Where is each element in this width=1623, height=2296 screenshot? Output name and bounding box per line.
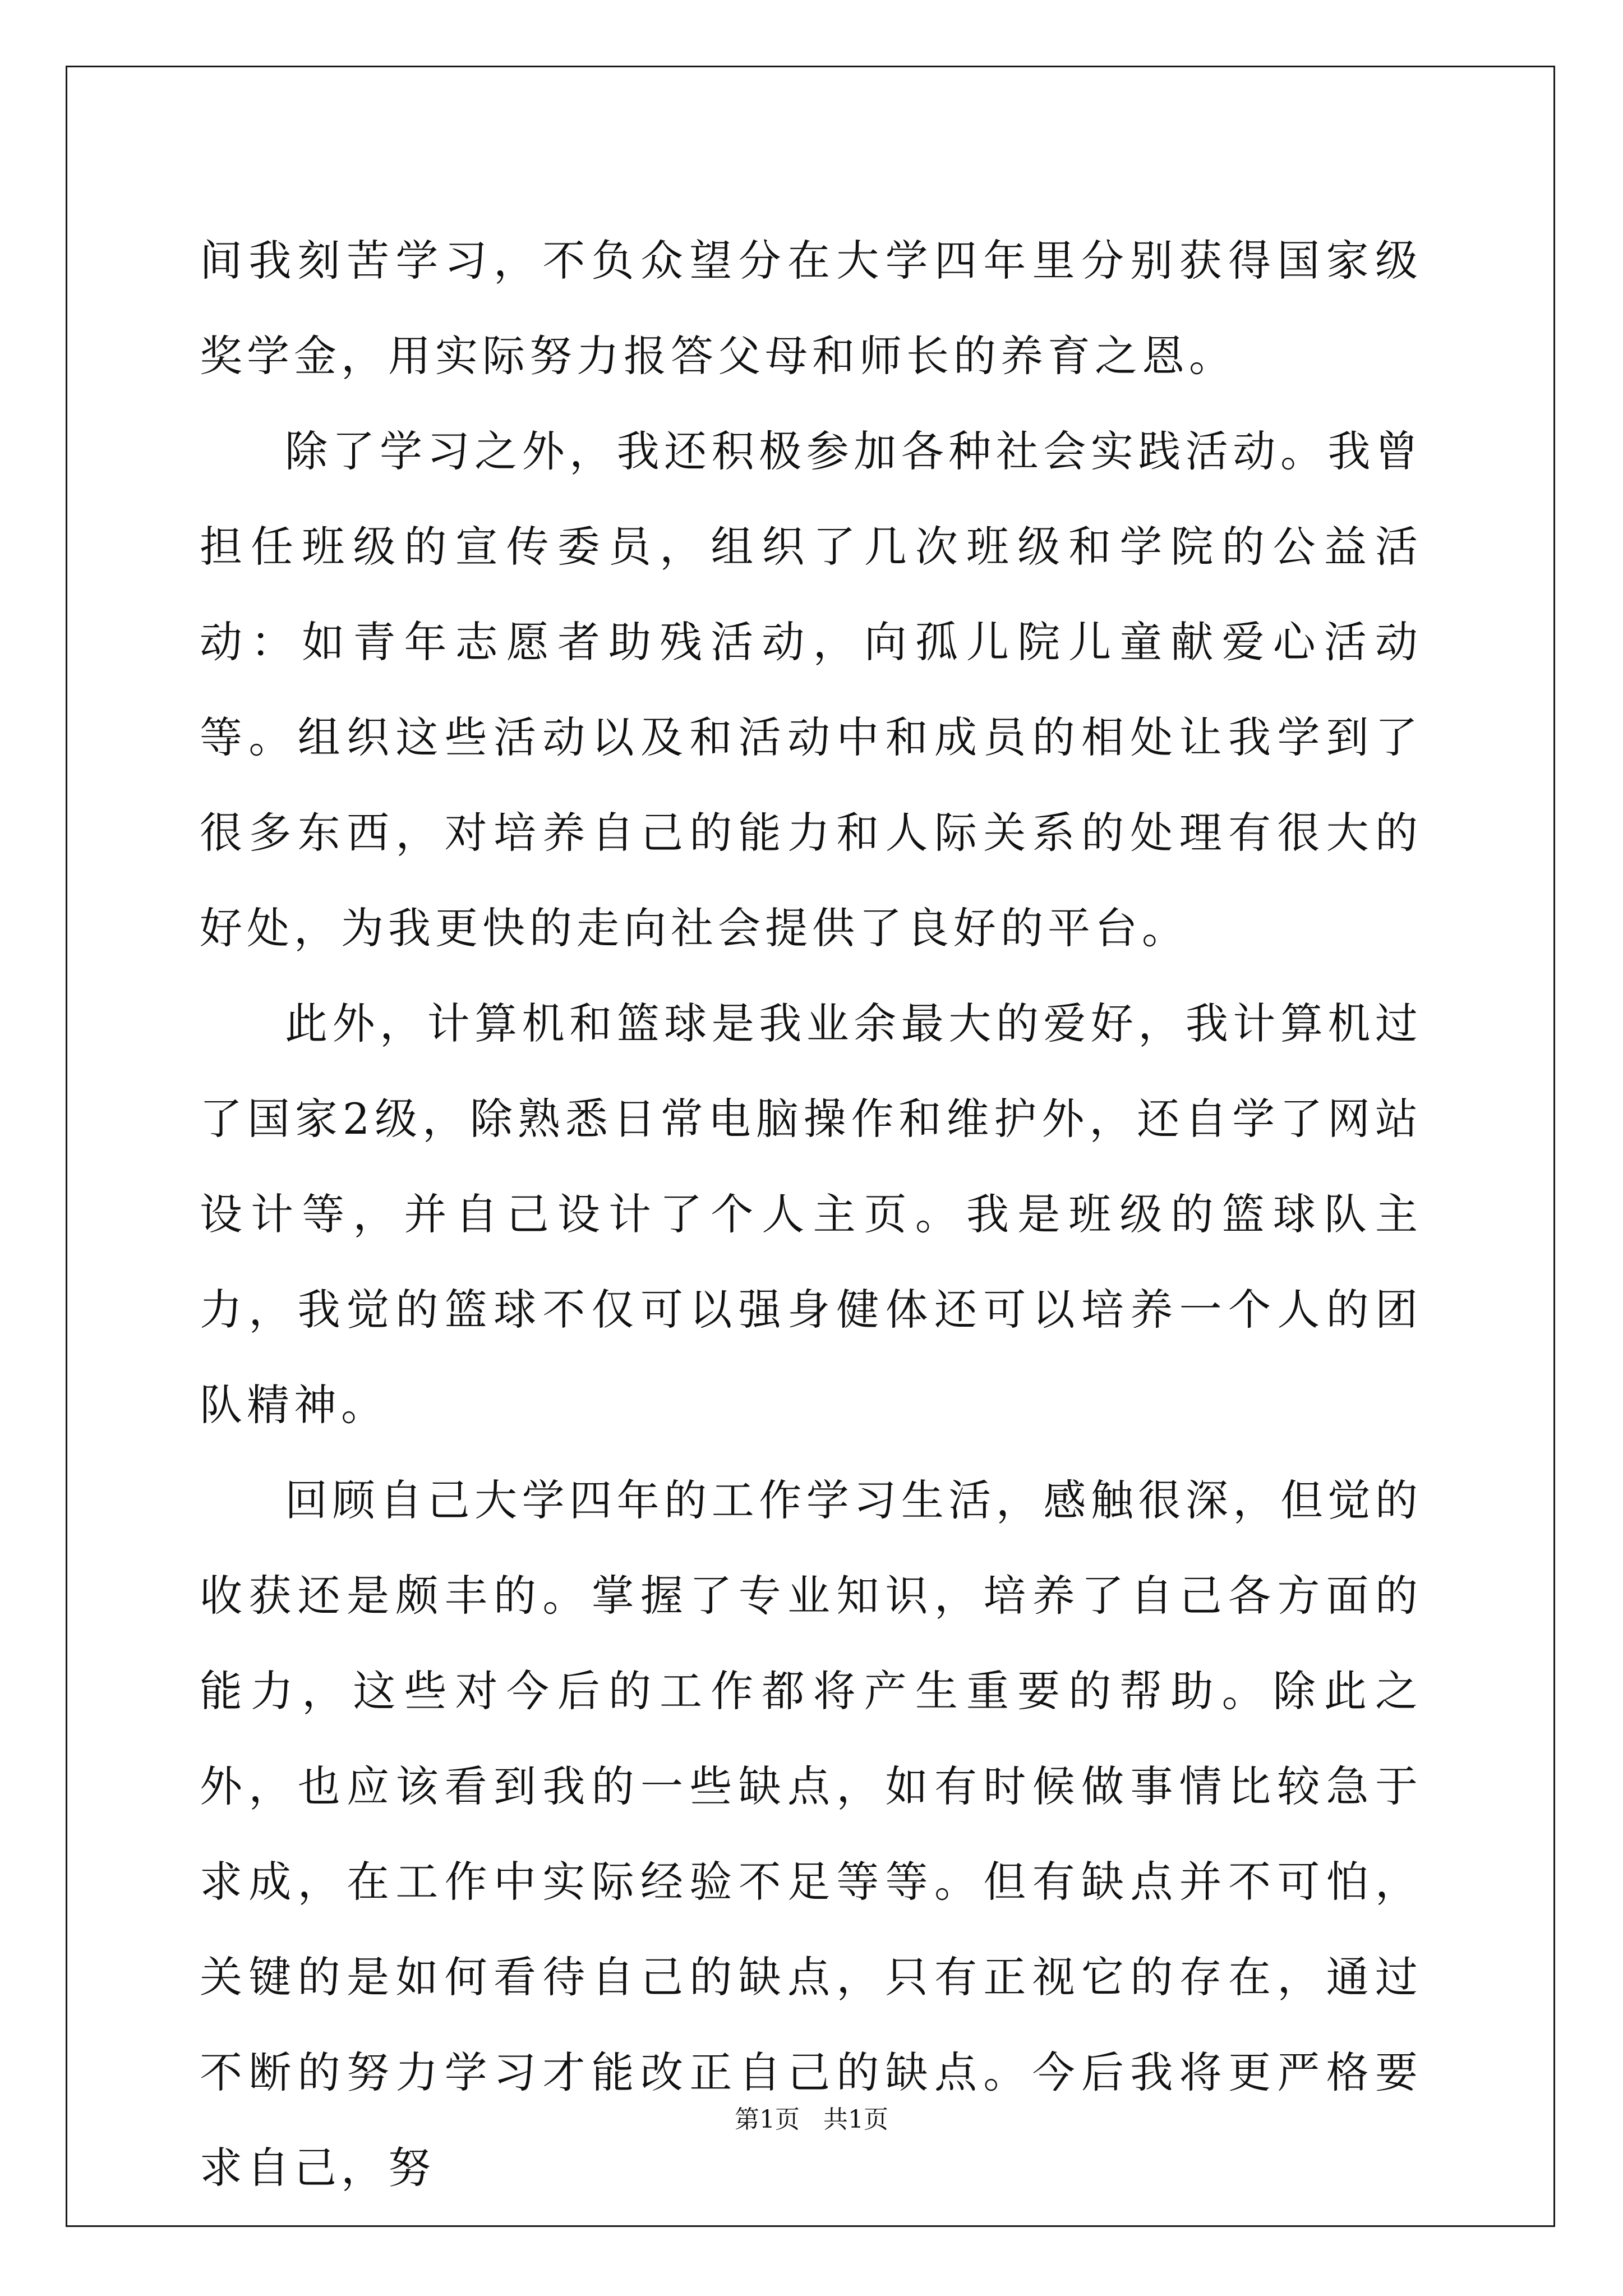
paragraph-1: 间我刻苦学习，不负众望分在大学四年里分别获得国家级奖学金，用实际努力报答父母和师长的养育之恩。 xyxy=(200,236,1422,381)
paragraph-4: 回顾自己大学四年的工作学习生活，感触很深，但觉的收获还是颇丰的。掌握了专业知识，培养了自己各方面的能力，这些对今后的工作都将产生重要的帮助。除此之外，也应该看到我的一些缺点，如有时候做事情比较急于求成，在工作中实际经验不足等等。但有缺点并不可怕，关键的是如何看待自己的缺点，只有正视它的存在，通过不断的努力学习才能改正自己的缺点。今后我将更严格要求自己，努 xyxy=(200,1475,1422,2193)
footer-spacer xyxy=(800,2105,823,2134)
paragraph-3: 此外，计算机和篮球是我业余最大的爱好，我计算机过了国家2级，除熟悉日常电脑操作和维护外，还自学了网站设计等，并自己设计了个人主页。我是班级的篮球队主力，我觉的篮球不仅可以强身健体还可以培养一个人的团队精神。 xyxy=(200,999,1422,1430)
page-footer xyxy=(0,2099,1623,2135)
page-number: 第1页 xyxy=(735,2105,800,2134)
document-body xyxy=(200,213,1422,2216)
page-total: 共1页 xyxy=(823,2105,888,2134)
paragraph-2: 除了学习之外，我还积极参加各种社会实践活动。我曾担任班级的宣传委员，组织了几次班级和学院的公益活动：如青年志愿者助残活动，向孤儿院儿童献爱心活动等。组织这些活动以及和活动中和成员的相处让我学到了很多东西，对培养自己的能力和人际关系的处理有很大的好处，为我更快的走向社会提供了良好的平台。 xyxy=(200,426,1422,953)
